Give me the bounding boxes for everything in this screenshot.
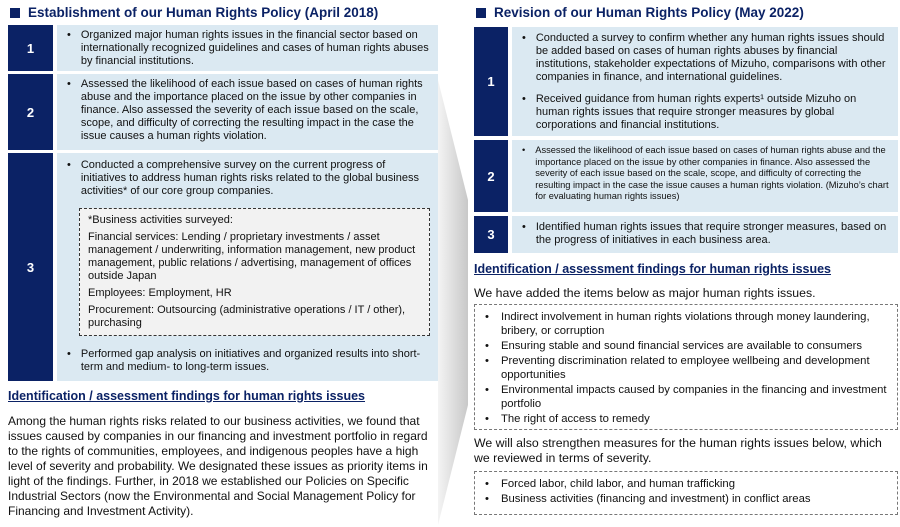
arrow-right-icon [438,80,470,525]
step-number: 3 [474,216,508,253]
step-text: Organized major human rights issues in the financial sector based on internationally recognized guidelines and cases of human rights abuses by financial institutions. [80,29,429,67]
left-title-text: Establishment of our Human Rights Policy (April 2018) [28,5,379,20]
bullet: • [522,93,526,105]
step-number: 3 [8,153,53,381]
strengthen-intro: We will also strengthen measures for the human rights issues below, which we reviewed in terms of severity. [474,436,882,465]
bullet: • [485,493,489,505]
left-step-2 [8,74,438,150]
list-item: Forced labor, child labor, and human trafficking [500,478,735,490]
list-item: The right of access to remedy [500,413,650,425]
square-bullet-icon [10,8,20,18]
bullet: • [67,348,71,360]
note-title: *Business activities surveyed: [88,214,233,226]
strengthen-issues-list [474,471,898,515]
bullet: • [485,478,489,490]
step-text: Received guidance from human rights experts¹ outside Mizuho on human rights issues that require stronger measures by global corporations and financial institutions. [535,93,857,131]
step-number: 2 [8,74,53,150]
right-step-1 [474,27,898,136]
step-number: 2 [474,140,508,212]
step-text: Assessed the likelihood of each issue based on cases of human rights abuse and the importance placed on the issue by other companies in finance. Also assessed the severity of each issue based on the scale, scope, and difficulty of correcting the resulting impact in the case the issue causes a human rights violation. (Mizuho’s chart for evaluating human rights issues) [535,145,889,201]
left-step-1 [8,25,438,71]
right-title-text: Revision of our Human Rights Policy (May 2022) [494,5,804,20]
bullet: • [522,145,526,155]
list-item: Preventing discrimination related to employee wellbeing and development opportunities [500,355,870,381]
step-text: Conducted a comprehensive survey on the current progress of initiatives to address human rights risks related to the global business activities* of our core group companies. [80,159,419,197]
bullet: • [485,413,489,425]
list-item: Business activities (financing and investment) in conflict areas [500,493,811,505]
note-item: Employees: Employment, HR [88,287,232,299]
list-item: Ensuring stable and sound financial services are available to consumers [500,340,863,352]
right-step-2 [474,140,898,212]
step-text: Performed gap analysis on initiatives and organized results into short-term and medium- to long-term issues. [80,348,421,373]
left-findings-text: Among the human rights risks related to our business activities, we found that issues caused by companies in our financing and investment portfolio in regard to the rights of communities, employees, and indigenous peoples have a high level of severity and probability. We designated these issues as priority items in light of the findings. Further, in 2018 we established our Policies on Specific Industrial Sectors (now the Environmental and Social Management Policy for Financing and Investment Activity). [8,414,428,518]
step-number: 1 [474,27,508,136]
bullet: • [67,159,71,171]
note-item: Procurement: Outsourcing (administrative operations / IT / other), purchasing [88,304,406,329]
bullet: • [522,221,526,233]
business-activities-note [79,208,430,336]
step-text: Conducted a survey to confirm whether any human rights issues should be added based on cases of human rights abuses by financial institutions, stakeholder expectations of Mizuho, comparisons with other companies in finance, and international guidelines. [535,32,886,83]
bullet: • [485,355,489,367]
square-bullet-icon [476,8,486,18]
bullet: • [67,29,71,41]
step-number: 1 [8,25,53,71]
bullet: • [522,32,526,44]
bullet: • [485,311,489,323]
added-intro: We have added the items below as major human rights issues. [474,286,816,300]
step-text: Assessed the likelihood of each issue based on cases of human rights abuse and the importance placed on the issue by other companies in finance. Also assessed the severity of each issue based on the scale, scope, and difficulty of correcting the resulting impact in the case the issue causes a human rights violation. [80,78,423,142]
right-step-3 [474,216,898,253]
left-findings-heading: Identification / assessment findings for human rights issues [8,389,366,403]
note-item: Financial services: Lending / proprietary investments / asset management / underwriting, information management, new product management, public relations / advertising, management of offices outside Japan [88,231,416,282]
left-section-title [10,5,378,20]
bullet: • [485,384,489,396]
right-findings-heading: Identification / assessment findings for human rights issues [474,262,832,276]
bullet: • [67,78,71,90]
left-step-3 [8,153,438,381]
added-issues-list [474,304,898,430]
list-item: Environmental impacts caused by companies in the financing and investment portfolio [500,384,887,410]
right-section-title [476,5,804,20]
list-item: Indirect involvement in human rights violations through money laundering, bribery, or corruption [500,311,870,337]
step-text: Identified human rights issues that require stronger measures, based on the progress of initiatives in each business area. [535,221,887,246]
bullet: • [485,340,489,352]
